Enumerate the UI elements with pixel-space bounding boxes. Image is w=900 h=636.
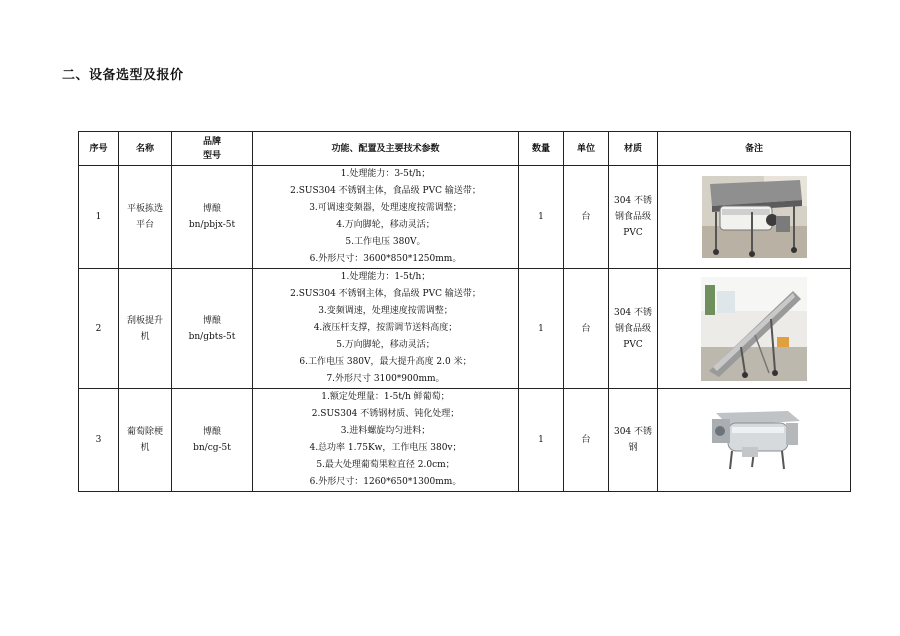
material-line: 304 不锈 (613, 196, 653, 206)
header-model: 型号 (202, 150, 221, 161)
row-unit: 台 (564, 166, 609, 269)
row-specs (253, 269, 519, 389)
spec-line: 6.外形尺寸：1260*650*1300mm。 (309, 477, 462, 487)
row-model: bn/cg-5t (193, 443, 231, 453)
scraper-elevator-photo (701, 277, 807, 381)
row-name-line: 刮板提升 (126, 315, 163, 326)
header-specs: 功能、配置及主要技术参数 (253, 132, 519, 166)
row-qty: 1 (519, 269, 564, 389)
row-name-line: 葡萄除梗 (126, 427, 163, 437)
row-name-line: 平台 (135, 220, 154, 230)
row-index: 3 (79, 389, 119, 492)
destemmer-photo (702, 405, 806, 475)
row-name-line: 机 (140, 331, 150, 342)
row-brand-model (172, 166, 253, 269)
spec-line: 2.SUS304 不锈钢主体，食品级 PVC 输送带； (290, 289, 481, 299)
row-brand: 博酿 (202, 204, 221, 214)
row-name (119, 389, 172, 492)
table-row (79, 166, 851, 269)
table-row (79, 389, 851, 492)
row-specs (253, 166, 519, 269)
table-row (79, 269, 851, 389)
header-qty: 数量 (519, 132, 564, 166)
row-specs (253, 389, 519, 492)
header-unit: 单位 (564, 132, 609, 166)
row-name-line: 机 (140, 443, 150, 453)
spec-line: 2.SUS304 不锈钢材质、钝化处理； (311, 409, 460, 419)
row-remarks (658, 166, 851, 269)
header-index: 序号 (79, 132, 119, 166)
row-name (119, 166, 172, 269)
equipment-table (78, 131, 851, 492)
spec-line: 5.万向脚轮，移动灵活； (336, 340, 435, 350)
spec-line: 4.万向脚轮，移动灵活； (336, 220, 435, 230)
header-remarks: 备注 (658, 132, 851, 166)
spec-line: 3.进料螺旋均匀进料； (340, 426, 431, 436)
row-material (609, 166, 658, 269)
row-brand: 博酿 (202, 315, 221, 326)
spec-line: 1.额定处理量：1-5t/h 鲜葡萄； (321, 392, 450, 402)
row-model: bn/gbts-5t (188, 331, 236, 342)
row-material (609, 269, 658, 389)
row-index: 2 (79, 269, 119, 389)
spec-line: 4.总功率 1.75Kw，工作电压 380v； (309, 443, 462, 453)
row-model: bn/pbjx-5t (188, 220, 236, 230)
material-line: 钢食品级 (614, 212, 651, 222)
material-line: PVC (623, 339, 643, 350)
row-brand-model (172, 269, 253, 389)
section-title: 二、设备选型及报价 (62, 68, 184, 83)
header-material: 材质 (609, 132, 658, 166)
table-header-row (79, 132, 851, 166)
row-brand: 博酿 (202, 427, 221, 437)
header-name: 名称 (119, 132, 172, 166)
spec-line: 3.变频调速，处理速度按需调整； (318, 306, 453, 316)
row-brand-model (172, 389, 253, 492)
row-remarks (658, 389, 851, 492)
material-line: 钢 (628, 443, 638, 453)
spec-line: 5.最大处理葡萄果粒直径 2.0cm； (316, 460, 455, 470)
sorting-platform-photo (702, 176, 807, 258)
spec-line: 6.工作电压 380V，最大提升高度 2.0 米； (299, 357, 472, 367)
spec-line: 1.处理能力：3-5t/h； (340, 169, 431, 179)
spec-line: 4.液压杆支撑，按需调节送料高度； (313, 323, 458, 333)
header-brand-model (172, 132, 253, 166)
header-brand: 品牌 (202, 136, 221, 147)
row-name-line: 平板拣选 (126, 204, 163, 214)
row-index: 1 (79, 166, 119, 269)
row-unit: 台 (564, 269, 609, 389)
material-line: 304 不锈 (613, 307, 653, 318)
row-name (119, 269, 172, 389)
row-remarks (658, 269, 851, 389)
material-line: 钢食品级 (614, 323, 651, 334)
spec-line: 3.可调速变频器，处理速度按需调整； (309, 203, 462, 213)
material-line: 304 不锈 (613, 427, 653, 437)
row-unit: 台 (564, 389, 609, 492)
row-material (609, 389, 658, 492)
row-qty: 1 (519, 166, 564, 269)
row-qty: 1 (519, 389, 564, 492)
spec-line: 1.处理能力：1-5t/h； (340, 272, 431, 282)
spec-line: 5.工作电压 380V。 (345, 237, 426, 247)
spec-line: 6.外形尺寸：3600*850*1250mm。 (309, 254, 462, 264)
material-line: PVC (623, 228, 643, 238)
spec-line: 7.外形尺寸 3100*900mm。 (326, 374, 445, 384)
spec-line: 2.SUS304 不锈钢主体，食品级 PVC 输送带； (290, 186, 481, 196)
